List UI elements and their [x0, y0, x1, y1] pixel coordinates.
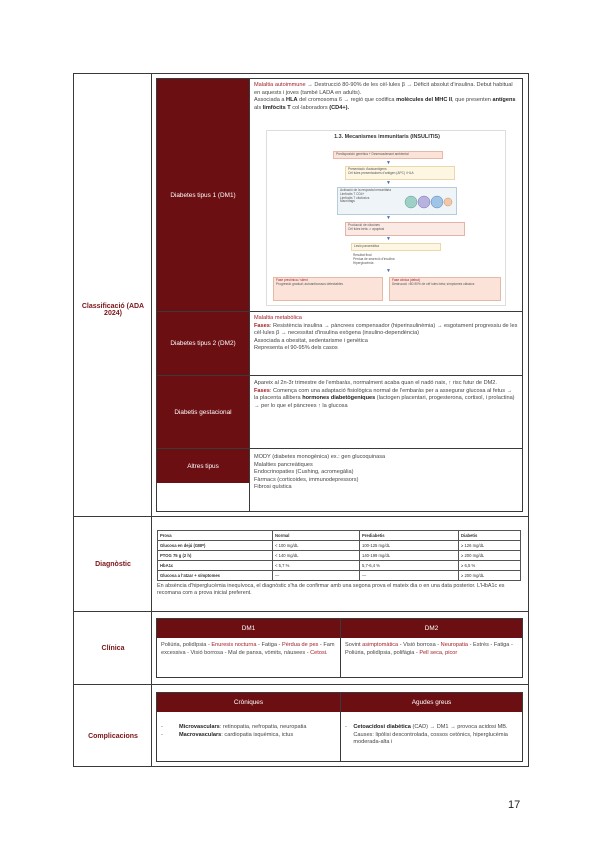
figure-arrow: ▼: [386, 215, 391, 221]
row-divider-3: [73, 684, 529, 685]
diagnostic-note: En absència d'hiperglucèmia inequívoca, el diagnòstic s'ha de confirmar amb una segona prova el mateix dia o en una data posterior. L'HbA1c es recomana com a prova inicial preferent.: [157, 583, 505, 597]
clinica-dm1-run: Pèrdua de pes: [281, 642, 319, 648]
figure-text-cytokines: Producció de citocines: [348, 223, 380, 227]
table-row: [158, 551, 521, 561]
altres-item: Malalties pancreàtiques: [254, 461, 313, 468]
figure-text-autoantigens: Presentació d'autoantígens: [348, 167, 387, 171]
gestacional-label-cell: [157, 376, 249, 448]
dm1-line1: → Destrucció 80-90% de les cèl·lules β → Dèficit absolut d'insulina. Debut habitual en aquests i joves (també LADA en adults).: [254, 82, 513, 96]
clinica-dm2-header-text: DM2: [424, 625, 439, 632]
row-divider-2: [73, 611, 529, 612]
bullet: -: [161, 724, 163, 730]
dm1-mhc: molècules del MHC II: [396, 97, 453, 104]
dm2-fases-text: : Resistència insulina → pàncrees compensador (hiperinsulinèmia) → esgotament progressiu de les cèl·lules β → necessitat d'insulina exògena (insulino-dependència): [254, 322, 518, 337]
clinica-dm1-run: .: [326, 649, 328, 656]
clinica-dm2-run: - Estrès - Fatiga - Poliúria, polidípsia, polifàgia -: [345, 642, 513, 656]
figure-text-preclinical: Fase preclínica / silent: [276, 278, 308, 282]
dm1-hla: HLA: [286, 97, 298, 104]
clinica-dm1-header: [157, 619, 340, 638]
table-cell: < 100 mg/dL: [273, 541, 360, 551]
dm1-line2-g: als: [254, 104, 263, 111]
label-column-divider: [151, 73, 152, 767]
dm1-antigens: antígens: [492, 97, 516, 104]
complicacions-agudes-header: [341, 693, 522, 712]
classificacio-label: Classificació (ADA 2024): [81, 303, 145, 317]
table-cell: 5,7-6,4 %: [360, 561, 459, 571]
figure-box-genetic: Predisposició genètica + Desencadenant ambiental: [333, 151, 443, 159]
complicacions-label: Complicacions: [88, 732, 138, 740]
bullet: -: [161, 731, 163, 738]
figure-text-cytotoxic: Limfòcits T citotòxics: [340, 195, 370, 200]
row-divider-1: [73, 516, 529, 517]
clinica-dm2-run: Pell seca, picor: [419, 649, 458, 656]
micro-label: Microvasculars: [179, 724, 220, 730]
table-cell: ≥ 200 mg/dL: [459, 571, 521, 581]
gestacional-text-c: (lactogen placentari, progesterona, cortisol, i prolactina) → per lo que el pàncrees ↑ la glucosa: [254, 395, 515, 409]
dm1-label: Diabetes tipus 1 (DM1): [170, 191, 236, 199]
figure-text-macrophages: Macròfags: [340, 199, 355, 204]
figure-arrow: ▼: [386, 160, 391, 166]
agudes-header-text: Agudes greus: [411, 699, 452, 706]
dm1-line2-e: , que presenten: [452, 97, 493, 104]
altres-item: Fàrmacs (corticoides, immunodepressors): [254, 476, 359, 483]
figure-text-result: Resultat final: [353, 253, 372, 257]
cell-icon: [431, 196, 443, 208]
clinica-dm2-run: - Visió borrosa -: [398, 642, 441, 648]
bullet: -: [345, 724, 347, 730]
diagnostic-label: Diagnòstic: [95, 560, 131, 568]
complicacions-divider: [340, 693, 341, 761]
table-row: [158, 571, 521, 581]
dm1-limfocits: limfòcits T: [262, 104, 291, 111]
table-cell: 100-125 mg/dL: [360, 541, 459, 551]
cad-label: Cetoacidosi diabètica: [353, 724, 411, 730]
table-cell: 140-199 mg/dL: [360, 551, 459, 561]
altres-label: Altres tipus: [187, 462, 219, 470]
cell-icon: [444, 198, 452, 206]
clinica-dm2-run: asimptomàtica: [362, 642, 399, 648]
dm1-description: [251, 80, 521, 126]
cell-icon: [418, 196, 430, 208]
figure-text-destruction: Destrucció >80-90% de cèl·lules beta; símptomes clàssics: [392, 281, 475, 286]
dm1-autoimmune: Malaltia autoimmune: [254, 82, 306, 88]
figure-text-lesion: Lesió pancreàtica: [354, 244, 379, 248]
table-cell: < 5,7 %: [273, 561, 360, 571]
cell-icon: [405, 196, 417, 208]
clinica-dm2-run: Neuropatia: [440, 642, 469, 648]
table-cell: —: [360, 571, 459, 581]
table-cell: —: [273, 571, 360, 581]
gestacional-fases-label: Fases: [254, 387, 270, 394]
list-item: [161, 724, 335, 732]
table-header: Normal: [273, 531, 360, 541]
altres-item: Endocrinopaties (Cushing, acromegàlia): [254, 469, 354, 476]
table-header: Prova: [158, 531, 273, 541]
clinica-dm2-header: [341, 619, 522, 638]
clinica-divider: [340, 619, 341, 677]
cad-text: (CAD) → DM1 → provoca acidosi MB. Causes: lipòlisi descontrolada, cossos cetònics, hiperglucèmia moderada-alta i: [353, 724, 508, 746]
figure-box-lesion: [351, 243, 441, 251]
figure-arrow: ▼: [386, 180, 391, 186]
diagnostic-table: [157, 530, 521, 581]
table-cell: ≥ 6,5 %: [459, 561, 521, 571]
chroniques-header-text: Cròniques: [233, 699, 264, 706]
figure-arrow: ▼: [386, 268, 391, 274]
figure-text-apoptosis: Cèl·lules beta -> apoptosi: [348, 226, 385, 231]
macro-label: Macrovasculars: [179, 731, 222, 738]
dm1-line2-i: col·laboradors: [290, 104, 330, 111]
figure-arrow: ▼: [386, 236, 391, 242]
dm2-description: [251, 313, 521, 375]
figure-text-insulin-loss: Pèrdua de secreció d'insulina: [353, 256, 395, 261]
list-item: [161, 732, 335, 740]
table-header: Diabetis: [459, 531, 521, 541]
clinica-dm1-run: Cetosi: [310, 649, 326, 656]
figure-text-apc: Cèl·lules presentadores d'antigen (APC) i HLA: [348, 170, 414, 175]
table-row: [158, 541, 521, 551]
figure-text-immune: Activació de la resposta immunitària: [340, 188, 392, 192]
macro-text: : cardiopatia isquèmica, ictus: [221, 731, 294, 738]
gestacional-hormones: hormones diabetògeniques: [302, 395, 376, 402]
figure-box-preclinical: [273, 277, 383, 301]
table-cell: ≥ 126 mg/dL: [459, 541, 521, 551]
dm1-line2-a: Associada a: [254, 97, 287, 104]
gestacional-text-a: : Comença com una adaptació fisiològica normal de l'embaràs per a assegurar glucosa al fetus → la placenta allibera: [254, 387, 513, 402]
clinica-dm1-run: - Fatiga -: [256, 642, 282, 648]
list-item: [345, 724, 517, 747]
dm2-fases-label: Fases: [254, 322, 270, 329]
table-header-row: [158, 531, 521, 541]
table-header: Prediabetis: [360, 531, 459, 541]
agudes-list: [342, 722, 520, 760]
clinica-dm1-run: Enuresis nocturna: [211, 642, 257, 648]
altres-item: MODY (diabetes monogènica) ex.: gen glucoquinasa: [254, 454, 386, 460]
altres-label-cell: [157, 449, 249, 483]
table-cell: HbA1c: [158, 561, 273, 571]
chroniques-list: [158, 722, 338, 760]
micro-text: : retinopatia, nefropatia, neuropatia: [219, 724, 307, 730]
gestacional-description: [251, 378, 521, 448]
gestacional-line1: Apareix al 2n-3r trimestre de l'embaràs, normalment acaba quan el nadó naix, ↑ risc futur de DM2.: [254, 380, 497, 386]
table-cell: Glucosa en dejú (GBP): [158, 541, 273, 551]
dm1-label-cell: [157, 79, 249, 311]
dm2-label-cell: [157, 312, 249, 375]
dm2-label: Diabetes tipus 2 (DM2): [170, 340, 236, 347]
clinica-dm1-text: [158, 640, 338, 676]
clinica-dm1-header-text: DM1: [241, 625, 256, 632]
clinica-dm2-text: [342, 640, 520, 676]
dm2-line2: Associada a obesitat, sedentarisme i genètica: [254, 337, 368, 344]
clinica-dm2-run: Sovint: [345, 642, 363, 648]
dm1-cd4: (CD4+).: [329, 104, 350, 111]
page-number: 17: [508, 799, 521, 811]
table-row: [158, 561, 521, 571]
altres-description: [251, 452, 521, 508]
figure-box-clinical: [389, 277, 501, 301]
dm1-line2-c: del cromosoma 6 → regió que codifica: [297, 97, 397, 104]
table-cell: Glucosa a l'atzar + símptomes: [158, 571, 273, 581]
clinica-dm1-run: Poliúria, polidípsia -: [161, 642, 212, 648]
table-cell: < 140 mg/dL: [273, 551, 360, 561]
complicacions-chroniques-header: [157, 693, 340, 712]
figure-title: 1.3. Mecanismes immunitaris (INSULITIS): [334, 134, 440, 140]
figure-box-cytokines: [345, 222, 465, 236]
gestacional-label: Diabetis gestacional: [174, 408, 232, 416]
classificacio-inner-divider: [249, 79, 250, 511]
table-cell: PTOG 75 g (2 h): [158, 551, 273, 561]
figure-box-result: [351, 253, 431, 267]
clinica-label: Clínica: [101, 644, 125, 652]
figure-text-cd4: Limfòcits T CD4+: [340, 191, 365, 196]
altres-item: Fibrosi quística: [254, 484, 292, 491]
figure-text-clinical: Fase clínica (debut): [392, 278, 420, 282]
figure-text-progression: Progressió gradual; autoanticossos detectables: [276, 281, 343, 286]
insulitis-figure: [266, 130, 506, 306]
figure-cells-illustration: [403, 193, 453, 211]
figure-text-hyperglycemia: Hiperglucèmia: [353, 260, 374, 265]
dm2-line3: Representa el 90-95% dels casos: [254, 345, 338, 352]
clinica-dm1-run: - Fam excessiva - Visió borrosa - Mal de panxa, vòmits, nàusees -: [161, 642, 335, 656]
figure-box-autoantigens: [345, 166, 455, 180]
dm2-title: Malaltia metabòlica: [254, 315, 302, 321]
table-cell: ≥ 200 mg/dL: [459, 551, 521, 561]
